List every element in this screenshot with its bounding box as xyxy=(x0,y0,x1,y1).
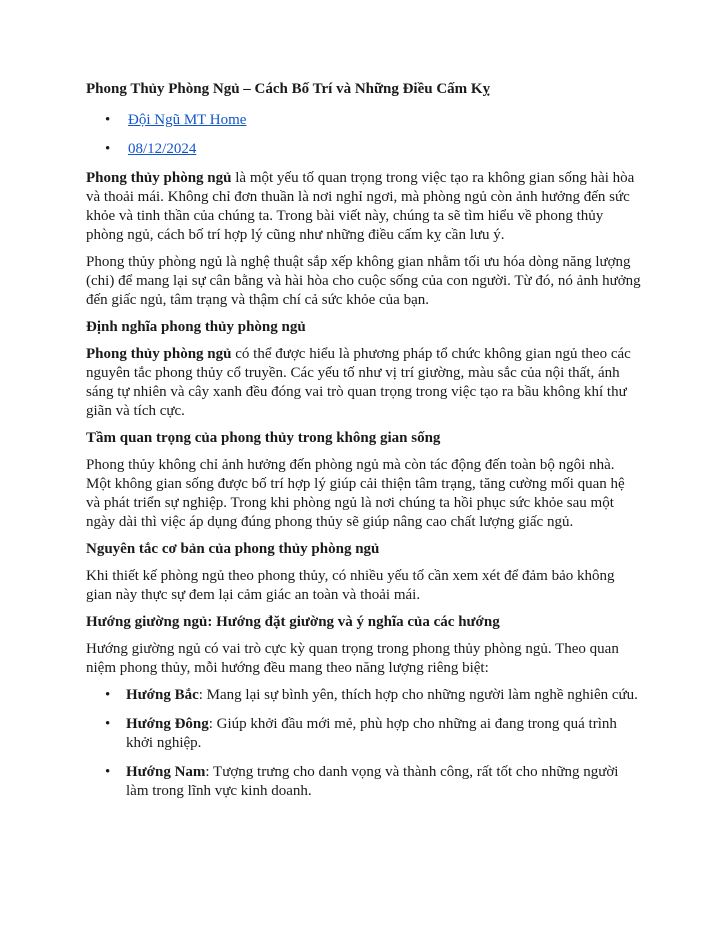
definition-paragraph xyxy=(86,345,642,421)
bullet-icon: • xyxy=(105,687,111,703)
heading-bed-direction: Hướng giường ngủ: Hướng đặt giường và ý nghĩa của các hướng xyxy=(86,614,500,630)
direction-name: Hướng Bắc xyxy=(126,687,199,703)
direction-name: Hướng Đông xyxy=(126,716,209,732)
direction-desc: : Giúp khởi đầu mới mẻ, phù hợp cho những ai đang trong quá trình khởi nghiệp. xyxy=(126,716,617,751)
paragraph-2: Phong thủy phòng ngủ là nghệ thuật sắp xếp không gian nhằm tối ưu hóa dòng năng lượng (chi) để mang lại sự cân bằng và hài hòa cho cuộc sống của con người. Từ đó, nó ảnh hưởng đến giấc ngủ, tâm trạng và thậm chí cả sức khỏe của bạn. xyxy=(86,254,641,308)
date-link[interactable]: 08/12/2024 xyxy=(128,141,197,157)
bullet-icon: • xyxy=(105,716,111,732)
intro-bold: Phong thủy phòng ngủ xyxy=(86,170,232,186)
document-page xyxy=(86,80,642,811)
bed-direction-paragraph: Hướng giường ngủ có vai trò cực kỳ quan trọng trong phong thủy phòng ngủ. Theo quan niệm phong thủy, mỗi hướng đều mang theo năng lượng riêng biệt: xyxy=(86,641,619,676)
direction-desc: : Tượng trưng cho danh vọng và thành công, rất tốt cho những người làm trong lĩnh vực kinh doanh. xyxy=(126,764,619,799)
principles-paragraph: Khi thiết kế phòng ngủ theo phong thủy, có nhiều yếu tố cần xem xét để đảm bảo không gian này thực sự đem lại cảm giác an toàn và thoải mái. xyxy=(86,568,615,603)
bullet-icon: • xyxy=(105,764,111,780)
direction-name: Hướng Nam xyxy=(126,764,206,780)
definition-bold: Phong thủy phòng ngủ xyxy=(86,346,232,362)
meta-list xyxy=(86,111,642,159)
heading-definition: Định nghĩa phong thủy phòng ngủ xyxy=(86,319,306,335)
direction-desc: : Mang lại sự bình yên, thích hợp cho những người làm nghề nghiên cứu. xyxy=(198,687,638,703)
page-title: Phong Thủy Phòng Ngủ – Cách Bố Trí và Những Điều Cấm Kỵ xyxy=(86,81,491,97)
meta-date-item xyxy=(86,140,642,159)
bullet-icon: • xyxy=(105,141,111,157)
list-item xyxy=(86,763,642,801)
meta-author-item xyxy=(86,111,642,130)
importance-paragraph: Phong thủy không chỉ ảnh hưởng đến phòng ngủ mà còn tác động đến toàn bộ ngôi nhà. Một không gian sống được bố trí hợp lý giúp cải thiện tâm trạng, tăng cường mối quan hệ và phát triển sự nghiệp. Trong khi phòng ngủ là nơi chúng ta hồi phục sức khỏe sau một ngày dài thì việc áp dụng đúng phong thủy sẽ giúp nâng cao chất lượng giấc ngủ. xyxy=(86,457,625,530)
heading-importance: Tầm quan trọng của phong thủy trong không gian sống xyxy=(86,430,441,446)
intro-paragraph xyxy=(86,169,642,245)
direction-list xyxy=(86,686,642,801)
definition-text: có thể được hiểu là phương pháp tổ chức không gian ngủ theo các nguyên tắc phong thủy cổ truyền. Các yếu tố như vị trí giường, màu sắc của nội thất, ánh sáng tự nhiên và cây xanh đều đóng vai trò quan trọng trong việc tạo ra bầu không khí thư giãn và tích cực. xyxy=(86,346,631,419)
author-link[interactable]: Đội Ngũ MT Home xyxy=(128,112,247,128)
heading-principles: Nguyên tắc cơ bản của phong thủy phòng ngủ xyxy=(86,541,380,557)
list-item xyxy=(86,715,642,753)
list-item xyxy=(86,686,642,705)
bullet-icon: • xyxy=(105,112,111,128)
intro-text: là một yếu tố quan trọng trong việc tạo ra không gian sống hài hòa và thoải mái. Không chỉ đơn thuần là nơi nghỉ ngơi, mà phòng ngủ còn ảnh hưởng đến sức khỏe và tinh thần của chúng ta. Trong bài viết này, chúng ta sẽ tìm hiểu về phong thủy phòng ngủ, cách bố trí hợp lý cũng như những điều cấm kỵ cần lưu ý. xyxy=(86,170,635,243)
